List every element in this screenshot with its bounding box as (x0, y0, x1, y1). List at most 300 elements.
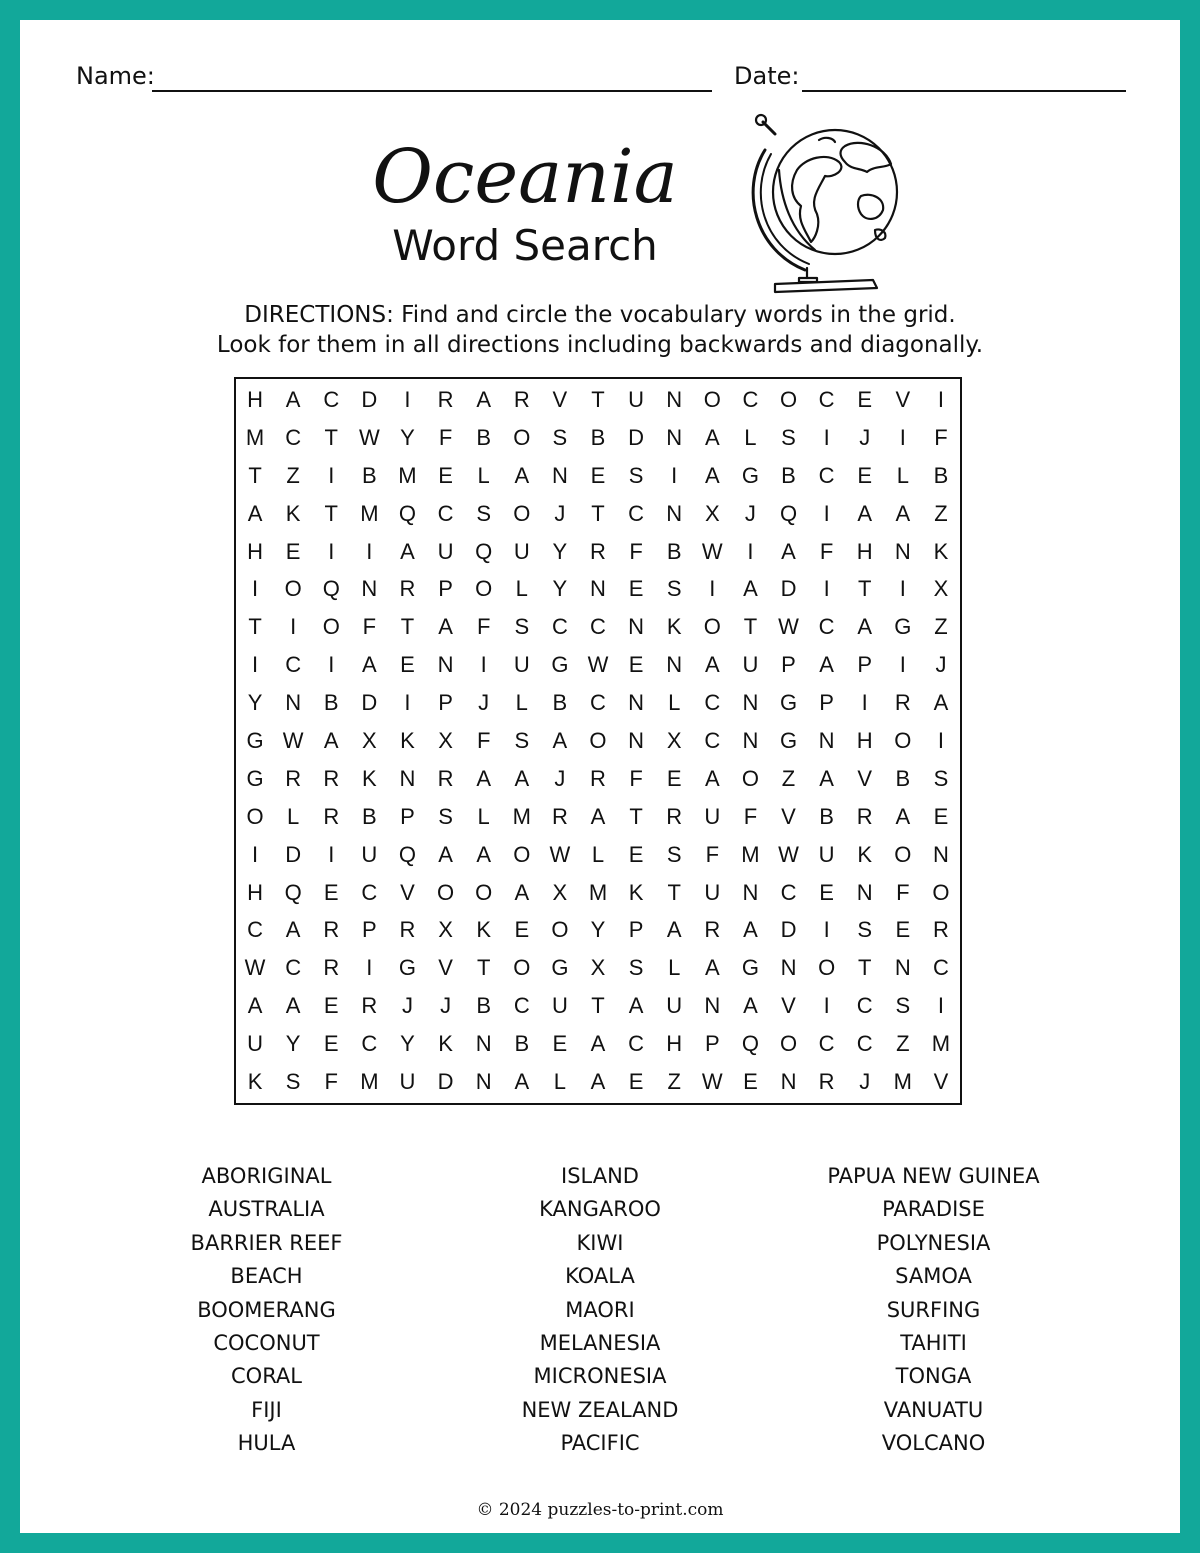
grid-letter[interactable]: I (328, 462, 335, 488)
grid-letter[interactable]: G (551, 652, 569, 678)
grid-letter[interactable]: C (704, 727, 721, 753)
grid-letter[interactable]: M (588, 879, 608, 905)
grid-letter[interactable]: N (285, 690, 302, 716)
grid-letter[interactable]: P (781, 652, 796, 678)
grid-letter[interactable]: B (514, 1031, 530, 1057)
grid-letter[interactable]: L (668, 690, 681, 716)
grid-letter[interactable]: I (899, 424, 906, 450)
grid-letter[interactable]: C (247, 917, 263, 943)
grid-letter[interactable]: K (285, 500, 301, 526)
grid-letter[interactable]: Q (322, 576, 340, 602)
grid-letter[interactable]: N (818, 727, 835, 753)
grid-letter[interactable]: V (781, 803, 796, 829)
grid-letter[interactable]: G (779, 690, 798, 716)
grid-letter[interactable]: R (323, 917, 340, 943)
grid-letter[interactable]: C (704, 690, 721, 716)
grid-letter[interactable]: G (741, 955, 759, 981)
grid-letter[interactable]: E (628, 1069, 644, 1095)
grid-letter[interactable]: G (246, 727, 264, 753)
grid-letter[interactable]: B (895, 765, 911, 791)
grid-letter[interactable]: A (590, 1031, 606, 1057)
grid-letter[interactable]: L (553, 1069, 566, 1095)
grid-letter[interactable]: S (781, 424, 796, 450)
grid-letter[interactable]: O (246, 803, 264, 829)
grid-letter[interactable]: W (358, 424, 380, 450)
grid-letter[interactable]: R (590, 765, 606, 791)
grid-letter[interactable]: U (628, 386, 645, 412)
grid-letter[interactable]: P (400, 803, 415, 829)
grid-letter[interactable]: S (514, 614, 530, 640)
grid-letter[interactable]: E (552, 1031, 568, 1057)
grid-letter[interactable]: R (590, 538, 606, 564)
grid-letter[interactable]: C (818, 462, 835, 488)
grid-letter[interactable]: A (438, 614, 453, 640)
grid-letter[interactable]: E (438, 462, 453, 488)
grid-letter[interactable]: A (514, 879, 530, 905)
grid-letter[interactable]: A (400, 538, 415, 564)
grid-letter[interactable]: L (477, 803, 490, 829)
grid-letter[interactable]: U (513, 538, 530, 564)
grid-letter[interactable]: O (551, 917, 569, 943)
grid-letter[interactable]: G (894, 614, 912, 640)
letter-grid[interactable] (234, 377, 962, 1105)
grid-letter[interactable]: C (285, 424, 302, 450)
grid-letter[interactable]: N (399, 765, 416, 791)
grid-letter[interactable]: I (404, 690, 411, 716)
grid-letter[interactable]: T (248, 462, 262, 488)
grid-letter[interactable]: E (323, 879, 339, 905)
grid-letter[interactable]: R (323, 765, 340, 791)
grid-letter[interactable]: L (668, 955, 681, 981)
grid-letter[interactable]: U (704, 879, 721, 905)
grid-letter[interactable]: N (704, 993, 721, 1019)
grid-letter[interactable]: A (476, 386, 492, 412)
grid-letter[interactable]: J (744, 500, 756, 526)
grid-letter[interactable]: M (893, 1069, 912, 1095)
grid-letter[interactable]: I (671, 462, 678, 488)
grid-letter[interactable]: N (361, 576, 378, 602)
grid-letter[interactable]: D (780, 576, 797, 602)
grid-letter[interactable]: D (780, 917, 797, 943)
grid-letter[interactable]: Q (779, 500, 798, 526)
grid-letter[interactable]: P (628, 917, 644, 943)
grid-letter[interactable]: U (666, 993, 683, 1019)
grid-letter[interactable]: A (514, 765, 530, 791)
grid-letter[interactable]: N (894, 538, 911, 564)
grid-letter[interactable]: C (856, 993, 873, 1019)
grid-letter[interactable]: L (591, 841, 605, 867)
grid-letter[interactable]: A (857, 614, 873, 640)
grid-letter[interactable]: V (933, 1069, 949, 1095)
grid-letter[interactable]: U (399, 1069, 416, 1095)
grid-letter[interactable]: H (666, 1031, 683, 1057)
grid-letter[interactable]: B (476, 993, 492, 1019)
grid-letter[interactable]: V (438, 955, 453, 981)
grid-letter[interactable]: A (628, 993, 644, 1019)
grid-letter[interactable]: J (935, 652, 947, 678)
grid-letter[interactable]: N (475, 1031, 492, 1057)
grid-letter[interactable]: U (361, 841, 378, 867)
grid-letter[interactable]: M (741, 841, 760, 867)
grid-letter[interactable]: Q (398, 500, 417, 526)
grid-letter[interactable]: R (818, 1069, 835, 1095)
grid-letter[interactable]: G (551, 955, 569, 981)
grid-letter[interactable]: X (933, 576, 949, 602)
grid-letter[interactable]: X (552, 879, 568, 905)
grid-letter[interactable]: O (513, 841, 531, 867)
grid-letter[interactable]: A (895, 500, 911, 526)
grid-letter[interactable]: E (743, 1069, 758, 1095)
grid-letter[interactable]: N (628, 727, 645, 753)
grid-letter[interactable]: Y (552, 538, 568, 564)
grid-letter[interactable]: O (779, 1031, 798, 1057)
grid-letter[interactable]: O (703, 386, 721, 412)
grid-letter[interactable]: O (703, 614, 721, 640)
grid-letter[interactable]: S (628, 462, 644, 488)
grid-letter[interactable]: C (437, 500, 454, 526)
grid-letter[interactable]: O (741, 765, 759, 791)
grid-letter[interactable]: N (780, 1069, 797, 1095)
grid-letter[interactable]: O (932, 879, 950, 905)
grid-letter[interactable]: B (552, 690, 568, 716)
grid-letter[interactable]: C (818, 1031, 835, 1057)
grid-letter[interactable]: M (398, 462, 417, 488)
grid-letter[interactable]: U (551, 993, 568, 1019)
grid-letter[interactable]: M (360, 500, 379, 526)
grid-letter[interactable]: N (856, 879, 873, 905)
grid-letter[interactable]: F (476, 727, 491, 753)
grid-letter[interactable]: B (362, 803, 377, 829)
grid-letter[interactable]: F (934, 424, 948, 450)
grid-letter[interactable]: Z (286, 462, 300, 488)
grid-letter[interactable]: N (437, 652, 454, 678)
grid-letter[interactable]: K (400, 727, 415, 753)
grid-letter[interactable]: X (362, 727, 377, 753)
grid-letter[interactable]: R (399, 917, 416, 943)
grid-letter[interactable]: Z (934, 500, 948, 526)
grid-letter[interactable]: I (251, 652, 259, 678)
grid-letter[interactable]: I (251, 841, 259, 867)
grid-letter[interactable]: B (476, 424, 492, 450)
grid-letter[interactable]: E (285, 538, 301, 564)
grid-letter[interactable]: O (779, 386, 798, 412)
grid-letter[interactable]: W (701, 538, 723, 564)
grid-letter[interactable]: I (823, 917, 830, 943)
grid-letter[interactable]: G (741, 462, 759, 488)
grid-letter[interactable]: Y (285, 1031, 301, 1057)
grid-letter[interactable]: A (704, 955, 720, 981)
grid-letter[interactable]: H (247, 879, 263, 905)
grid-letter[interactable]: P (857, 652, 873, 678)
grid-letter[interactable]: O (284, 576, 302, 602)
grid-letter[interactable]: A (285, 917, 301, 943)
grid-letter[interactable]: I (823, 500, 830, 526)
grid-letter[interactable]: N (666, 386, 683, 412)
grid-letter[interactable]: Q (741, 1031, 759, 1057)
grid-letter[interactable]: C (285, 652, 302, 678)
grid-letter[interactable]: E (323, 1031, 339, 1057)
grid-letter[interactable]: T (591, 386, 605, 412)
grid-letter[interactable]: V (895, 386, 911, 412)
grid-letter[interactable]: A (590, 1069, 606, 1095)
grid-letter[interactable]: O (818, 955, 836, 981)
grid-letter[interactable]: B (781, 462, 796, 488)
grid-letter[interactable]: R (856, 803, 873, 829)
grid-letter[interactable]: U (818, 841, 835, 867)
grid-letter[interactable]: T (400, 614, 415, 640)
grid-letter[interactable]: L (896, 462, 909, 488)
grid-letter[interactable]: N (932, 841, 949, 867)
grid-letter[interactable]: K (857, 841, 873, 867)
grid-letter[interactable]: N (628, 614, 645, 640)
grid-letter[interactable]: A (285, 993, 301, 1019)
grid-letter[interactable]: A (933, 690, 949, 716)
grid-letter[interactable]: C (780, 879, 797, 905)
grid-letter[interactable]: Y (247, 690, 263, 716)
grid-letter[interactable]: I (709, 576, 716, 602)
grid-letter[interactable]: A (476, 841, 492, 867)
grid-letter[interactable]: U (742, 652, 759, 678)
grid-letter[interactable]: B (666, 538, 682, 564)
grid-letter[interactable]: N (666, 424, 683, 450)
grid-letter[interactable]: C (361, 879, 378, 905)
grid-letter[interactable]: F (476, 614, 491, 640)
grid-letter[interactable]: V (400, 879, 415, 905)
grid-letter[interactable]: T (324, 500, 338, 526)
grid-letter[interactable]: B (819, 803, 834, 829)
grid-letter[interactable]: A (743, 993, 758, 1019)
grid-letter[interactable]: I (899, 652, 906, 678)
grid-letter[interactable]: M (931, 1031, 951, 1057)
grid-letter[interactable]: N (742, 879, 759, 905)
grid-letter[interactable]: F (743, 803, 758, 829)
grid-letter[interactable]: C (932, 955, 949, 981)
grid-letter[interactable]: C (551, 614, 568, 640)
grid-letter[interactable]: U (513, 652, 530, 678)
grid-letter[interactable]: C (590, 690, 606, 716)
grid-letter[interactable]: S (666, 841, 682, 867)
grid-letter[interactable]: J (401, 993, 413, 1019)
grid-letter[interactable]: X (704, 500, 720, 526)
grid-letter[interactable]: E (514, 917, 530, 943)
grid-letter[interactable]: X (666, 727, 682, 753)
grid-letter[interactable]: L (287, 803, 300, 829)
grid-letter[interactable]: C (361, 1031, 378, 1057)
grid-letter[interactable]: G (779, 727, 798, 753)
grid-letter[interactable]: W (282, 727, 304, 753)
grid-letter[interactable]: L (477, 462, 490, 488)
grid-letter[interactable]: C (285, 955, 302, 981)
grid-letter[interactable]: N (551, 462, 568, 488)
grid-letter[interactable]: M (245, 424, 265, 450)
grid-letter[interactable]: N (894, 955, 911, 981)
grid-letter[interactable]: E (400, 652, 415, 678)
grid-letter[interactable]: Z (781, 765, 796, 791)
grid-letter[interactable]: W (778, 614, 799, 640)
grid-letter[interactable]: X (590, 955, 606, 981)
grid-letter[interactable]: M (512, 803, 531, 829)
grid-letter[interactable]: W (778, 841, 799, 867)
grid-letter[interactable]: S (628, 955, 644, 981)
grid-letter[interactable]: N (742, 727, 759, 753)
grid-letter[interactable]: S (476, 500, 492, 526)
grid-letter[interactable]: B (933, 462, 949, 488)
grid-letter[interactable]: I (747, 538, 754, 564)
grid-letter[interactable]: L (515, 576, 528, 602)
grid-letter[interactable]: A (857, 500, 873, 526)
grid-letter[interactable]: Q (284, 879, 302, 905)
grid-letter[interactable]: I (937, 993, 944, 1019)
grid-letter[interactable]: R (323, 955, 340, 981)
grid-letter[interactable]: A (438, 841, 453, 867)
grid-letter[interactable]: O (437, 879, 455, 905)
grid-letter[interactable]: I (404, 386, 411, 412)
grid-letter[interactable]: A (743, 917, 758, 943)
grid-letter[interactable]: W (701, 1069, 723, 1095)
grid-letter[interactable]: V (552, 386, 568, 412)
grid-letter[interactable]: J (859, 1069, 871, 1095)
grid-letter[interactable]: Y (400, 424, 415, 450)
grid-letter[interactable]: O (513, 500, 531, 526)
grid-letter[interactable]: A (247, 500, 263, 526)
grid-letter[interactable]: E (666, 765, 682, 791)
grid-letter[interactable]: A (704, 424, 720, 450)
grid-letter[interactable]: V (781, 993, 796, 1019)
grid-letter[interactable]: Z (934, 614, 948, 640)
grid-letter[interactable]: M (360, 1069, 379, 1095)
grid-letter[interactable]: P (438, 576, 453, 602)
grid-letter[interactable]: T (476, 955, 491, 981)
grid-letter[interactable]: O (894, 841, 912, 867)
grid-letter[interactable]: T (248, 614, 262, 640)
grid-letter[interactable]: S (933, 765, 949, 791)
grid-letter[interactable]: T (629, 803, 643, 829)
grid-letter[interactable]: F (896, 879, 910, 905)
grid-letter[interactable]: O (589, 727, 607, 753)
grid-letter[interactable]: O (513, 955, 531, 981)
grid-letter[interactable]: C (590, 614, 606, 640)
grid-letter[interactable]: R (437, 765, 454, 791)
grid-letter[interactable]: A (476, 765, 492, 791)
grid-letter[interactable]: D (361, 386, 378, 412)
grid-letter[interactable]: I (366, 955, 373, 981)
grid-letter[interactable]: I (899, 576, 906, 602)
grid-letter[interactable]: R (399, 576, 416, 602)
grid-letter[interactable]: V (857, 765, 873, 791)
grid-letter[interactable]: A (704, 462, 720, 488)
grid-letter[interactable]: I (823, 993, 830, 1019)
grid-letter[interactable]: K (628, 879, 644, 905)
grid-letter[interactable]: S (285, 1069, 301, 1095)
grid-letter[interactable]: E (857, 462, 873, 488)
grid-letter[interactable]: E (590, 462, 606, 488)
grid-letter[interactable]: P (704, 1031, 720, 1057)
grid-letter[interactable]: E (323, 993, 339, 1019)
grid-letter[interactable]: S (552, 424, 568, 450)
grid-letter[interactable]: T (858, 576, 872, 602)
grid-letter[interactable]: T (667, 879, 681, 905)
grid-letter[interactable]: S (666, 576, 682, 602)
grid-letter[interactable]: U (247, 1031, 263, 1057)
grid-letter[interactable]: N (780, 955, 797, 981)
grid-letter[interactable]: A (552, 727, 568, 753)
grid-letter[interactable]: C (628, 500, 645, 526)
grid-letter[interactable]: S (438, 803, 453, 829)
grid-letter[interactable]: Y (400, 1031, 415, 1057)
grid-letter[interactable]: A (704, 652, 720, 678)
grid-letter[interactable]: I (480, 652, 487, 678)
grid-letter[interactable]: H (856, 727, 873, 753)
grid-letter[interactable]: I (937, 386, 944, 412)
grid-letter[interactable]: F (438, 424, 453, 450)
grid-letter[interactable]: C (513, 993, 530, 1019)
grid-letter[interactable]: F (629, 538, 643, 564)
grid-letter[interactable]: F (705, 841, 720, 867)
grid-letter[interactable]: N (590, 576, 606, 602)
grid-letter[interactable]: O (894, 727, 912, 753)
grid-letter[interactable]: B (590, 424, 606, 450)
grid-letter[interactable]: G (246, 765, 264, 791)
grid-letter[interactable]: E (819, 879, 834, 905)
grid-letter[interactable]: S (514, 727, 530, 753)
grid-letter[interactable]: K (476, 917, 492, 943)
grid-letter[interactable]: R (894, 690, 911, 716)
grid-letter[interactable]: I (328, 652, 335, 678)
grid-letter[interactable]: X (438, 917, 453, 943)
grid-letter[interactable]: S (857, 917, 873, 943)
grid-letter[interactable]: F (629, 765, 643, 791)
grid-letter[interactable]: Q (475, 538, 493, 564)
grid-letter[interactable]: A (819, 765, 834, 791)
grid-letter[interactable]: A (781, 538, 796, 564)
grid-letter[interactable]: A (285, 386, 301, 412)
grid-letter[interactable]: D (628, 424, 645, 450)
grid-letter[interactable]: H (247, 386, 263, 412)
grid-letter[interactable]: K (362, 765, 377, 791)
grid-letter[interactable]: K (438, 1031, 453, 1057)
grid-letter[interactable]: A (247, 993, 263, 1019)
grid-letter[interactable]: E (857, 386, 873, 412)
grid-letter[interactable]: F (362, 614, 377, 640)
grid-letter[interactable]: E (895, 917, 911, 943)
grid-letter[interactable]: R (513, 386, 530, 412)
grid-letter[interactable]: N (666, 500, 683, 526)
grid-letter[interactable]: Z (896, 1031, 910, 1057)
grid-letter[interactable]: I (937, 727, 944, 753)
grid-letter[interactable]: O (475, 576, 493, 602)
grid-letter[interactable]: P (438, 690, 453, 716)
grid-letter[interactable]: A (819, 652, 834, 678)
grid-letter[interactable]: I (251, 576, 259, 602)
grid-letter[interactable]: K (666, 614, 682, 640)
grid-letter[interactable]: R (323, 803, 340, 829)
grid-letter[interactable]: A (743, 576, 758, 602)
grid-letter[interactable]: O (322, 614, 340, 640)
grid-letter[interactable]: T (858, 955, 872, 981)
grid-letter[interactable]: T (743, 614, 758, 640)
grid-letter[interactable]: D (285, 841, 302, 867)
grid-letter[interactable]: I (328, 538, 335, 564)
grid-letter[interactable]: R (361, 993, 378, 1019)
grid-letter[interactable]: A (514, 1069, 530, 1095)
grid-letter[interactable]: T (591, 993, 605, 1019)
grid-letter[interactable]: Y (552, 576, 568, 602)
grid-letter[interactable]: R (551, 803, 568, 829)
grid-letter[interactable]: R (666, 803, 683, 829)
grid-letter[interactable]: C (628, 1031, 645, 1057)
grid-letter[interactable]: A (514, 462, 530, 488)
grid-letter[interactable]: J (478, 690, 490, 716)
